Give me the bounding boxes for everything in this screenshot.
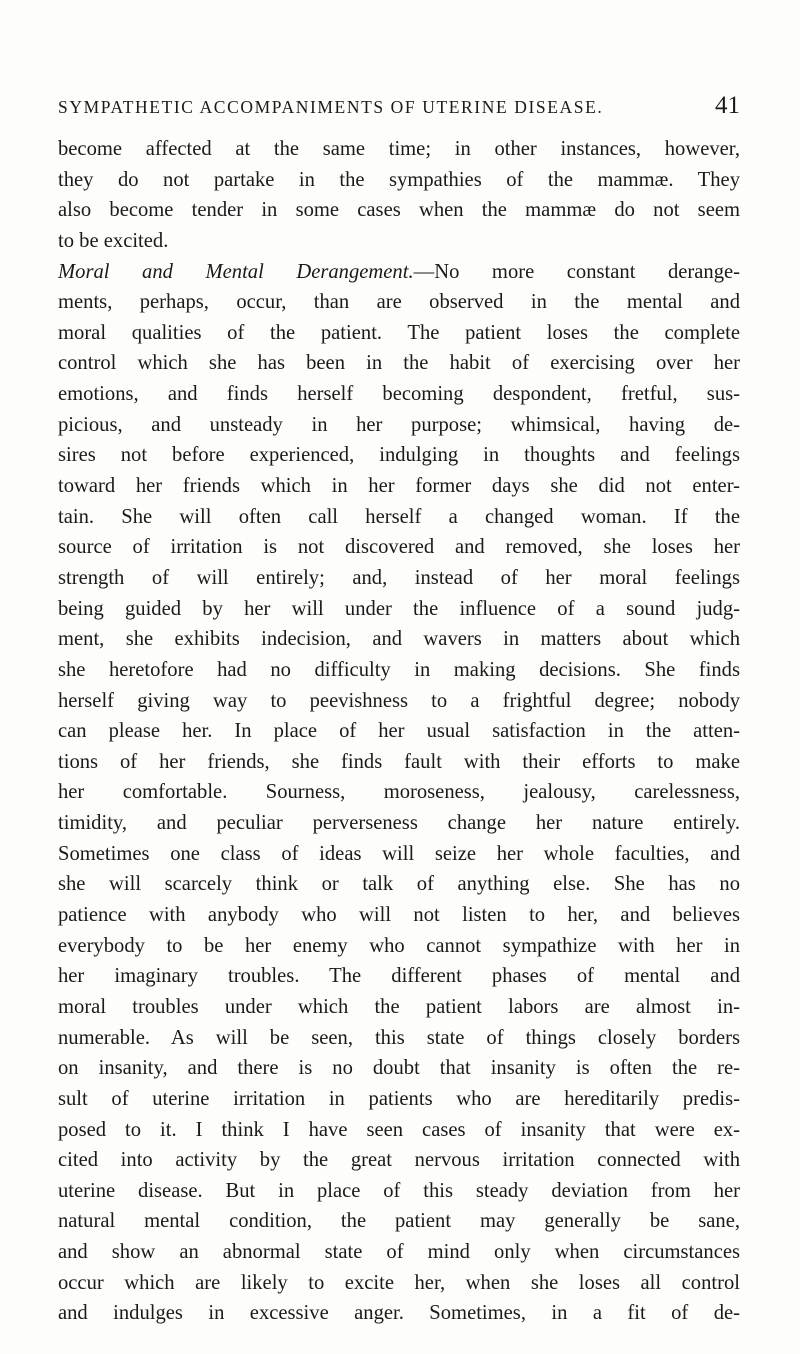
section-heading: Moral and Mental Derangement. — [58, 260, 414, 283]
body-text — [58, 134, 740, 1329]
text-line: ments, perhaps, occur, than are observed in the mental and — [58, 291, 740, 314]
text-line: she will scarcely think or talk of anything else. She has no — [58, 873, 740, 896]
text-line: can please her. In place of her usual satisfaction in the atten- — [58, 720, 740, 743]
text-line: emotions, and finds herself becoming despondent, fretful, sus- — [58, 383, 740, 406]
text-line: numerable. As will be seen, this state of things closely borders — [58, 1026, 740, 1049]
running-head-title: SYMPATHETIC ACCOMPANIMENTS OF UTERINE DISEASE. — [58, 97, 604, 117]
text-line: her imaginary troubles. The different phases of mental and — [58, 965, 740, 988]
text-line: everybody to be her enemy who cannot sympathize with her in — [58, 934, 740, 957]
text-line: patience with anybody who will not listen to her, and believes — [58, 904, 740, 927]
running-head — [58, 92, 740, 121]
text-line: toward her friends which in her former days she did not enter- — [58, 475, 740, 498]
text-line: tain. She will often call herself a changed woman. If the — [58, 505, 740, 528]
text-line: she heretofore had no difficulty in making decisions. She finds — [58, 658, 740, 681]
text-line: become affected at the same time; in other instances, however, — [58, 138, 740, 160]
text-line: to be excited. — [58, 229, 169, 252]
text-line: —No more constant derange- — [413, 260, 740, 283]
text-line: also become tender in some cases when the mammæ do not seem — [58, 199, 740, 222]
text-line: posed to it. I think I have seen cases of insanity that were ex- — [58, 1118, 740, 1141]
text-line: uterine disease. But in place of this steady deviation from her — [58, 1179, 740, 1202]
text-line: sult of uterine irritation in patients who are hereditarily predis- — [58, 1087, 740, 1110]
text-line: occur which are likely to excite her, when she loses all control — [58, 1271, 740, 1294]
text-line: Sometimes one class of ideas will seize her whole faculties, and — [58, 842, 740, 865]
text-line: picious, and unsteady in her purpose; whimsical, having de- — [58, 413, 740, 436]
text-line: cited into activity by the great nervous irritation connected with — [58, 1149, 740, 1172]
text-line: natural mental condition, the patient may generally be sane, — [58, 1210, 740, 1233]
text-line: and indulges in excessive anger. Sometimes, in a fit of de- — [58, 1302, 740, 1325]
text-line: moral qualities of the patient. The patient loses the complete — [58, 321, 740, 344]
text-line: on insanity, and there is no doubt that insanity is often the re- — [58, 1057, 740, 1080]
text-line: tions of her friends, she finds fault with their efforts to make — [58, 750, 740, 773]
text-line: timidity, and peculiar perverseness change her nature entirely. — [58, 812, 740, 835]
text-line: her comfortable. Sourness, moroseness, jealousy, carelessness, — [58, 781, 740, 804]
text-line: moral troubles under which the patient labors are almost in- — [58, 995, 740, 1018]
text-line: herself giving way to peevishness to a frightful degree; nobody — [58, 689, 740, 712]
text-line: they do not partake in the sympathies of the mammæ. They — [58, 168, 740, 191]
page-number: 41 — [715, 92, 740, 119]
text-line: and show an abnormal state of mind only when circumstances — [58, 1241, 740, 1264]
text-line: control which she has been in the habit of exercising over her — [58, 352, 740, 375]
text-line: ment, she exhibits indecision, and wavers in matters about which — [58, 628, 740, 651]
text-line: strength of will entirely; and, instead of her moral feelings — [58, 566, 740, 589]
text-line: sires not before experienced, indulging in thoughts and feelings — [58, 444, 740, 467]
text-line: source of irritation is not discovered and removed, she loses her — [58, 536, 740, 559]
section-heading-line — [58, 257, 740, 288]
text-line: being guided by her will under the influence of a sound judg- — [58, 597, 740, 620]
